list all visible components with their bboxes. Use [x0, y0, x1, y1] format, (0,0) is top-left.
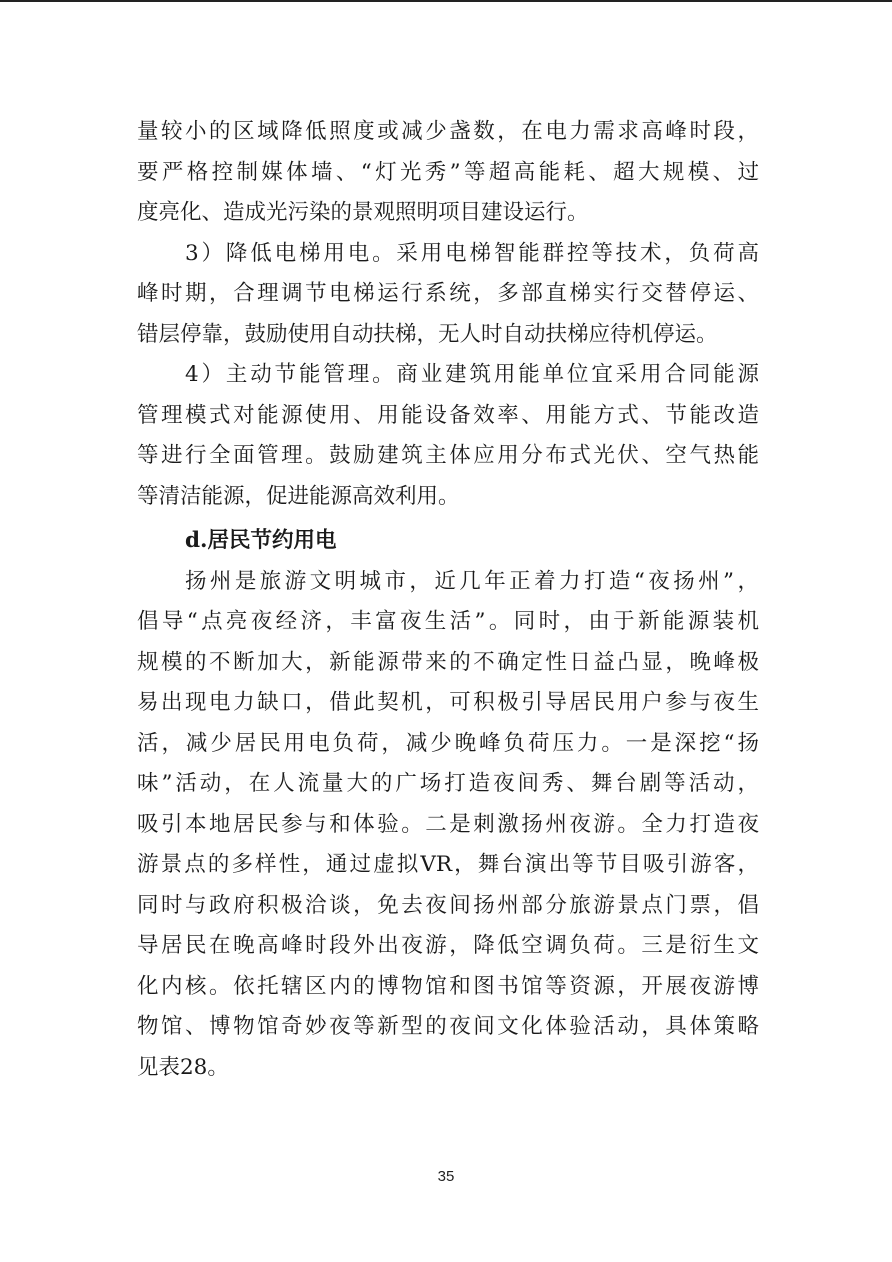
text-line: 4）主动节能管理。商业建筑用能单位宜采用合同能源	[185, 362, 759, 387]
text-line: 吸引本地居民参与和体验。二是刺激扬州夜游。全力打造夜	[137, 811, 759, 837]
text-line: 规模的不断加大，新能源带来的不确定性日益凸显，晚峰极	[137, 649, 759, 675]
text-line: 管理模式对能源使用、用能设备效率、用能方式、节能改造	[137, 402, 759, 428]
paragraph-energy-management	[137, 355, 759, 517]
text-line: 味”活动，在人流量大的广场打造夜间秀、舞台剧等活动，	[137, 771, 759, 796]
text-line: 峰时期，合理调节电梯运行系统，多部直梯实行交替停运、	[137, 281, 759, 306]
text-line: 见表28。	[137, 1054, 229, 1080]
text-line: 物馆、博物馆奇妙夜等新型的夜间文化体验活动，具体策略	[137, 1014, 759, 1039]
text-line: 游景点的多样性，通过虚拟VR，舞台演出等节目吸引游客，	[137, 852, 759, 877]
page-number: 35	[437, 1168, 455, 1185]
text-line: 量较小的区域降低照度或减少盏数，在电力需求高峰时段，	[137, 119, 759, 144]
text-line: 错层停靠，鼓励使用自动扶梯，无人时自动扶梯应待机停运。	[137, 321, 718, 347]
section-heading: d.居民节约用电	[185, 528, 337, 553]
text-line: 要严格控制媒体墙、“灯光秀”等超高能耗、超大规模、过	[137, 159, 759, 185]
text-line: 导居民在晚高峰时段外出夜游，降低空调负荷。三是衍生文	[137, 933, 759, 958]
text-line: 等进行全面管理。鼓励建筑主体应用分布式光伏、空气热能	[137, 443, 759, 468]
paragraph-residents	[137, 562, 759, 1089]
text-line: 等清洁能源，促进能源高效利用。	[137, 483, 460, 509]
text-line: 度亮化、造成光污染的景观照明项目建设运行。	[137, 200, 589, 225]
document-body	[137, 112, 759, 1088]
text-line: 化内核。依托辖区内的博物馆和图书馆等资源，开展夜游博	[137, 973, 759, 999]
text-line: 活，减少居民用电负荷，减少晚峰负荷压力。一是深挖“扬	[137, 730, 759, 756]
text-line: 3）降低电梯用电。采用电梯智能群控等技术，负荷高	[185, 240, 759, 266]
text-line: 易出现电力缺口，借此契机，可积极引导居民用户参与夜生	[137, 690, 759, 715]
paragraph-lighting-continued	[137, 112, 759, 234]
paragraph-elevator	[137, 234, 759, 356]
top-border-line	[0, 0, 892, 2]
text-line: 倡导“点亮夜经济，丰富夜生活”。同时，由于新能源装机	[137, 609, 759, 634]
text-line: 扬州是旅游文明城市，近几年正着力打造“夜扬州”，	[185, 568, 759, 594]
text-line: 同时与政府积极洽谈，免去夜间扬州部分旅游景点门票，倡	[137, 892, 759, 918]
